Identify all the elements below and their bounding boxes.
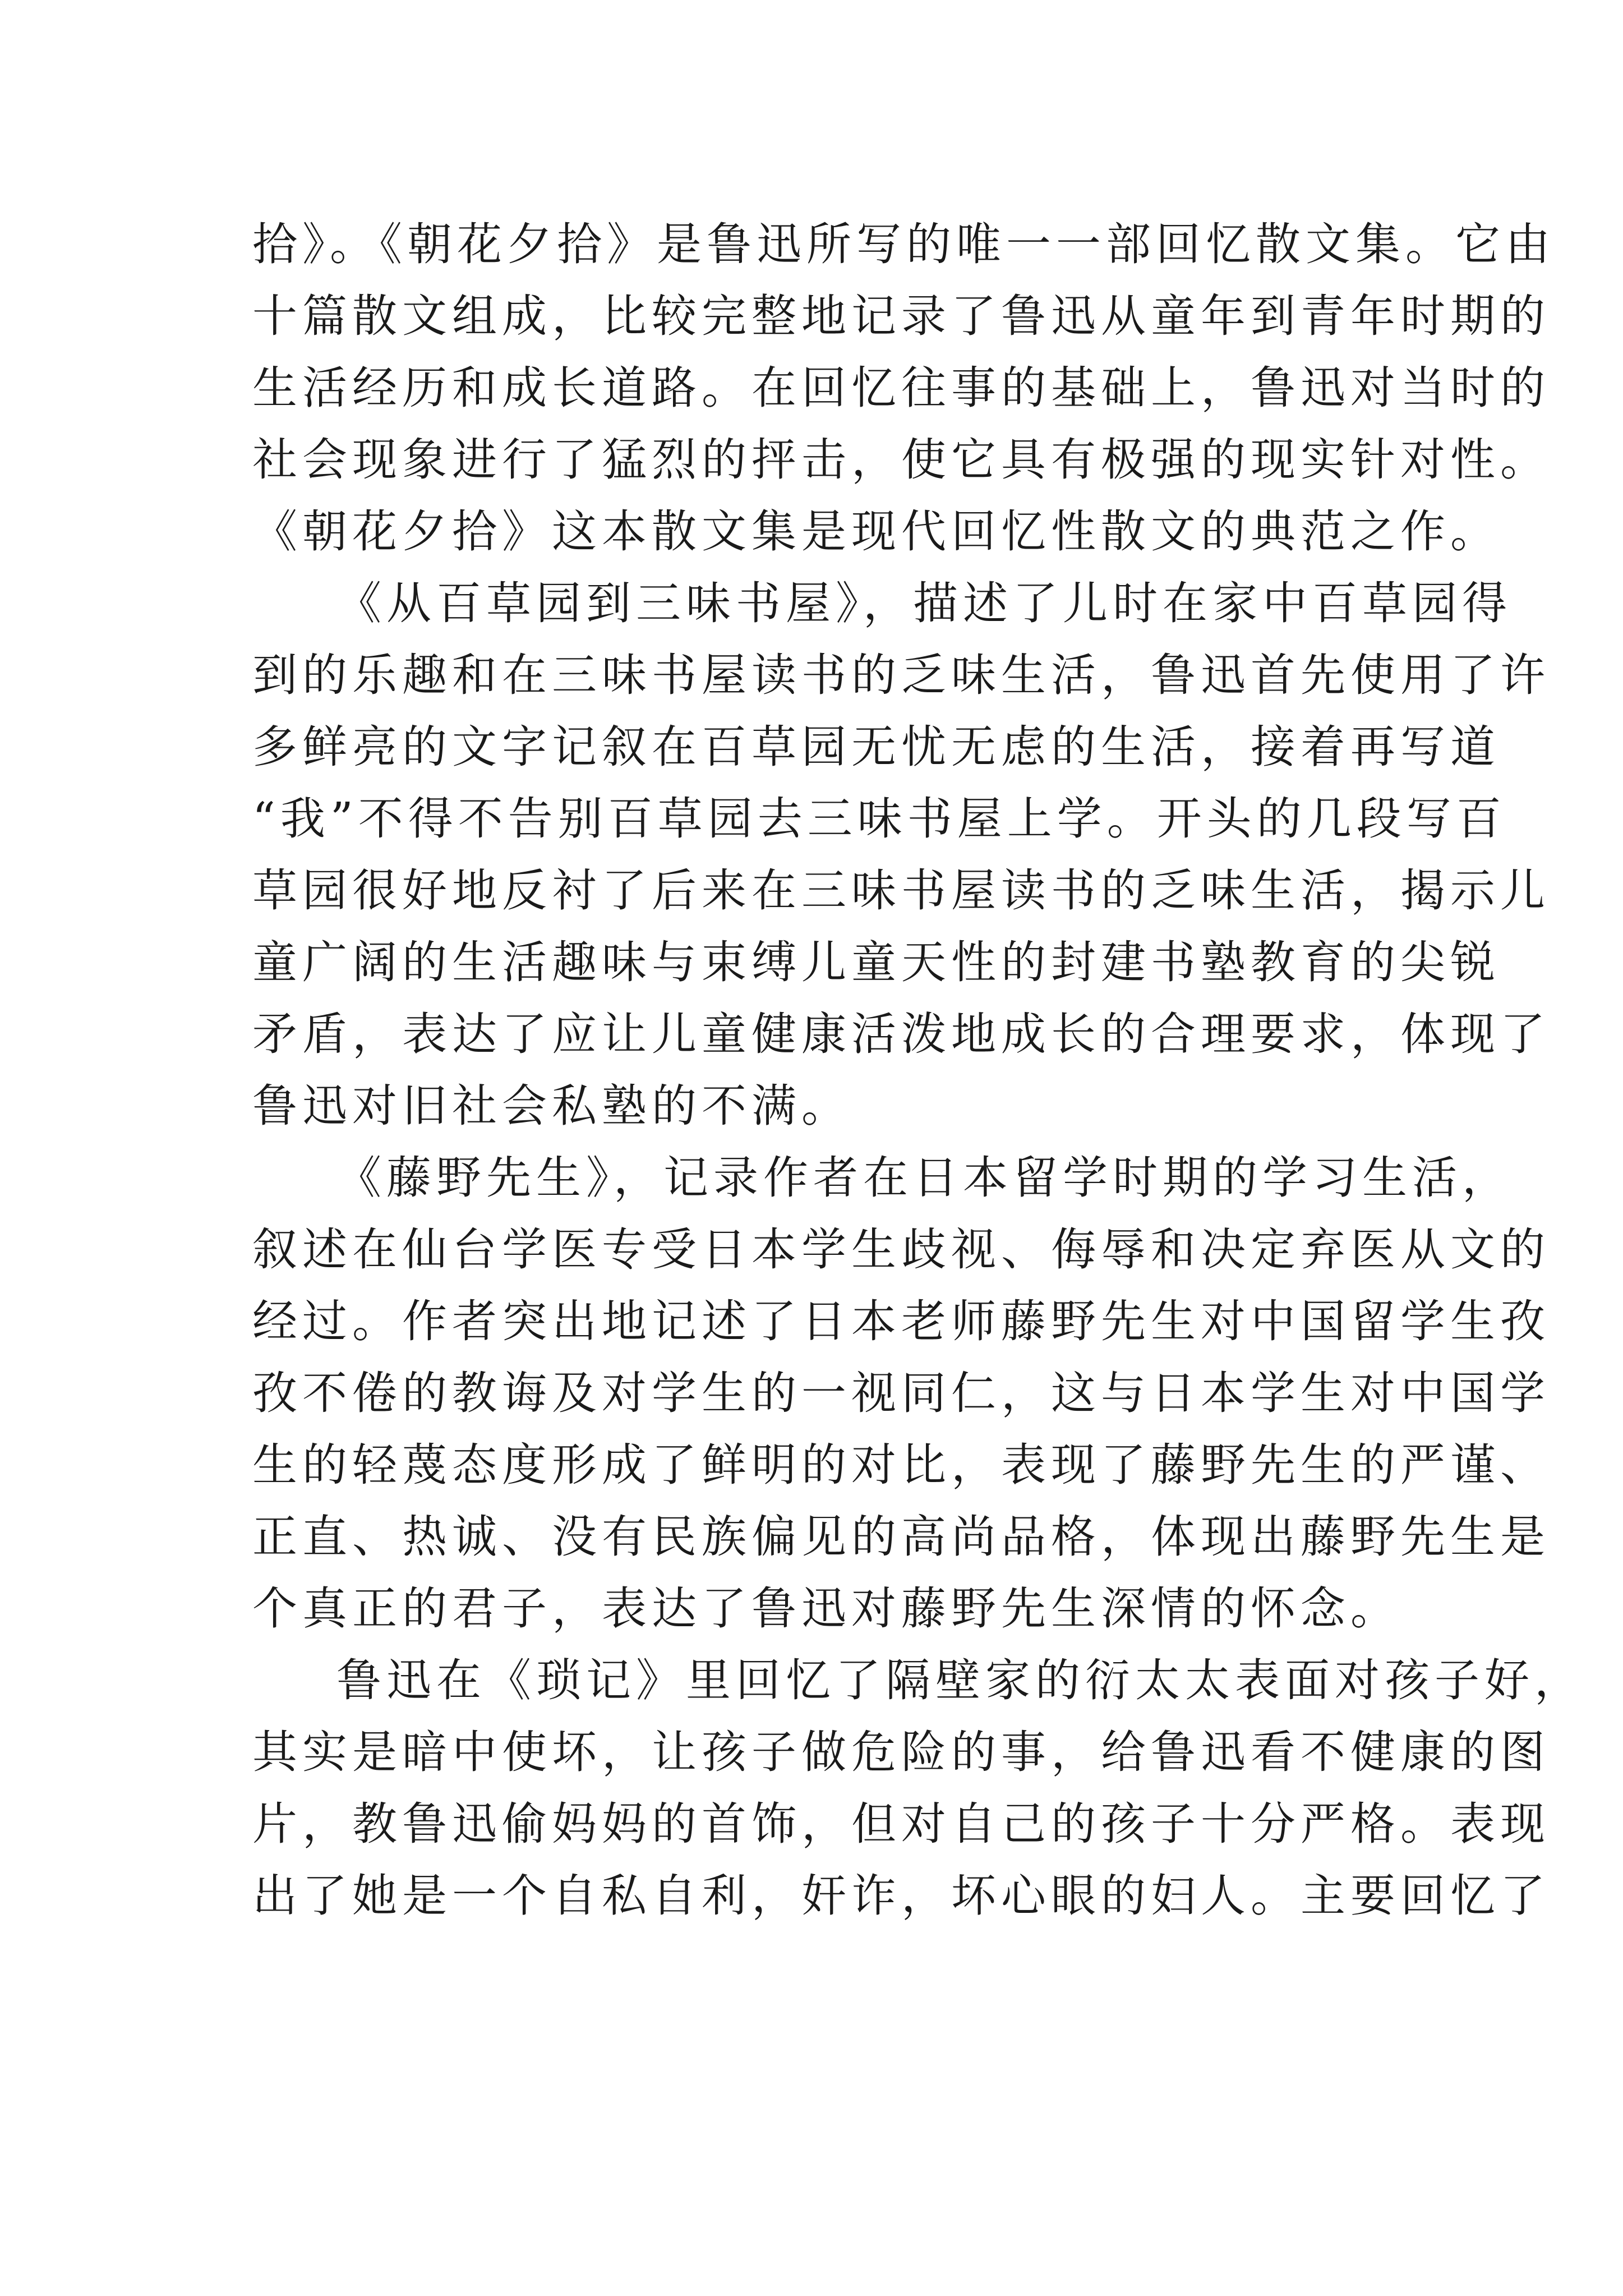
text-line: 个真正的君子，表达了鲁迅对藤野先生深情的怀念。 (252, 1582, 1400, 1635)
text-line: 出了她是一个自私自利，奸诈，坏心眼的妇人。主要回忆了 (252, 1870, 1550, 1922)
text-line: 社会现象进行了猛烈的抨击，使它具有极强的现实针对性。 (252, 434, 1550, 486)
text-line: 拾》。《朝花夕拾》是鲁迅所写的唯一一部回忆散文集。它由 (252, 218, 1555, 270)
text-line: 生活经历和成长道路。在回忆往事的基础上，鲁迅对当时的 (252, 362, 1550, 414)
paragraph-start-line: 《从百草园到三味书屋》，描述了儿时在家中百草园得 (336, 577, 1512, 629)
text-line: 多鲜亮的文字记叙在百草园无忧无虑的生活，接着再写道 (252, 721, 1500, 773)
text-line: 到的乐趣和在三味书屋读书的乏味生活，鲁迅首先使用了许 (252, 649, 1550, 701)
text-line: 片，教鲁迅偷妈妈的首饰，但对自己的孩子十分严格。表现 (252, 1798, 1550, 1850)
text-line: 孜不倦的教诲及对学生的一视同仁，这与日本学生对中国学 (252, 1367, 1550, 1419)
text-line: 矛盾，表达了应让儿童健康活泼地成长的合理要求，体现了 (252, 1008, 1550, 1060)
text-line: 鲁迅对旧社会私塾的不满。 (252, 1080, 851, 1132)
text-line: 草园很好地反衬了后来在三味书屋读书的乏味生活，揭示儿 (252, 864, 1550, 917)
text-line: 其实是暗中使坏，让孩子做危险的事，给鲁迅看不健康的图 (252, 1726, 1550, 1778)
text-line: 《朝花夕拾》这本散文集是现代回忆性散文的典范之作。 (252, 505, 1500, 558)
text-line: 童广阔的生活趣味与束缚儿童天性的封建书塾教育的尖锐 (252, 936, 1500, 988)
text-line: 生的轻蔑态度形成了鲜明的对比，表现了藤野先生的严谨、 (252, 1439, 1550, 1491)
text-line: 十篇散文组成，比较完整地记录了鲁迅从童年到青年时期的 (252, 290, 1550, 342)
text-line: “我”不得不告别百草园去三味书屋上学。开头的几段写百 (252, 793, 1506, 845)
paragraph-start-line: 《藤野先生》，记录作者在日本留学时期的学习生活， (336, 1152, 1512, 1204)
paragraph-start-line: 鲁迅在《琐记》里回忆了隔壁家的衍太太表面对孩子好， (336, 1654, 1584, 1706)
text-line: 叙述在仙台学医专受日本学生歧视、侮辱和决定弃医从文的 (252, 1223, 1550, 1276)
text-line: 正直、热诚、没有民族偏见的高尚品格，体现出藤野先生是 (252, 1511, 1550, 1563)
text-line: 经过。作者突出地记述了日本老师藤野先生对中国留学生孜 (252, 1295, 1550, 1347)
body-text (252, 209, 1584, 1932)
